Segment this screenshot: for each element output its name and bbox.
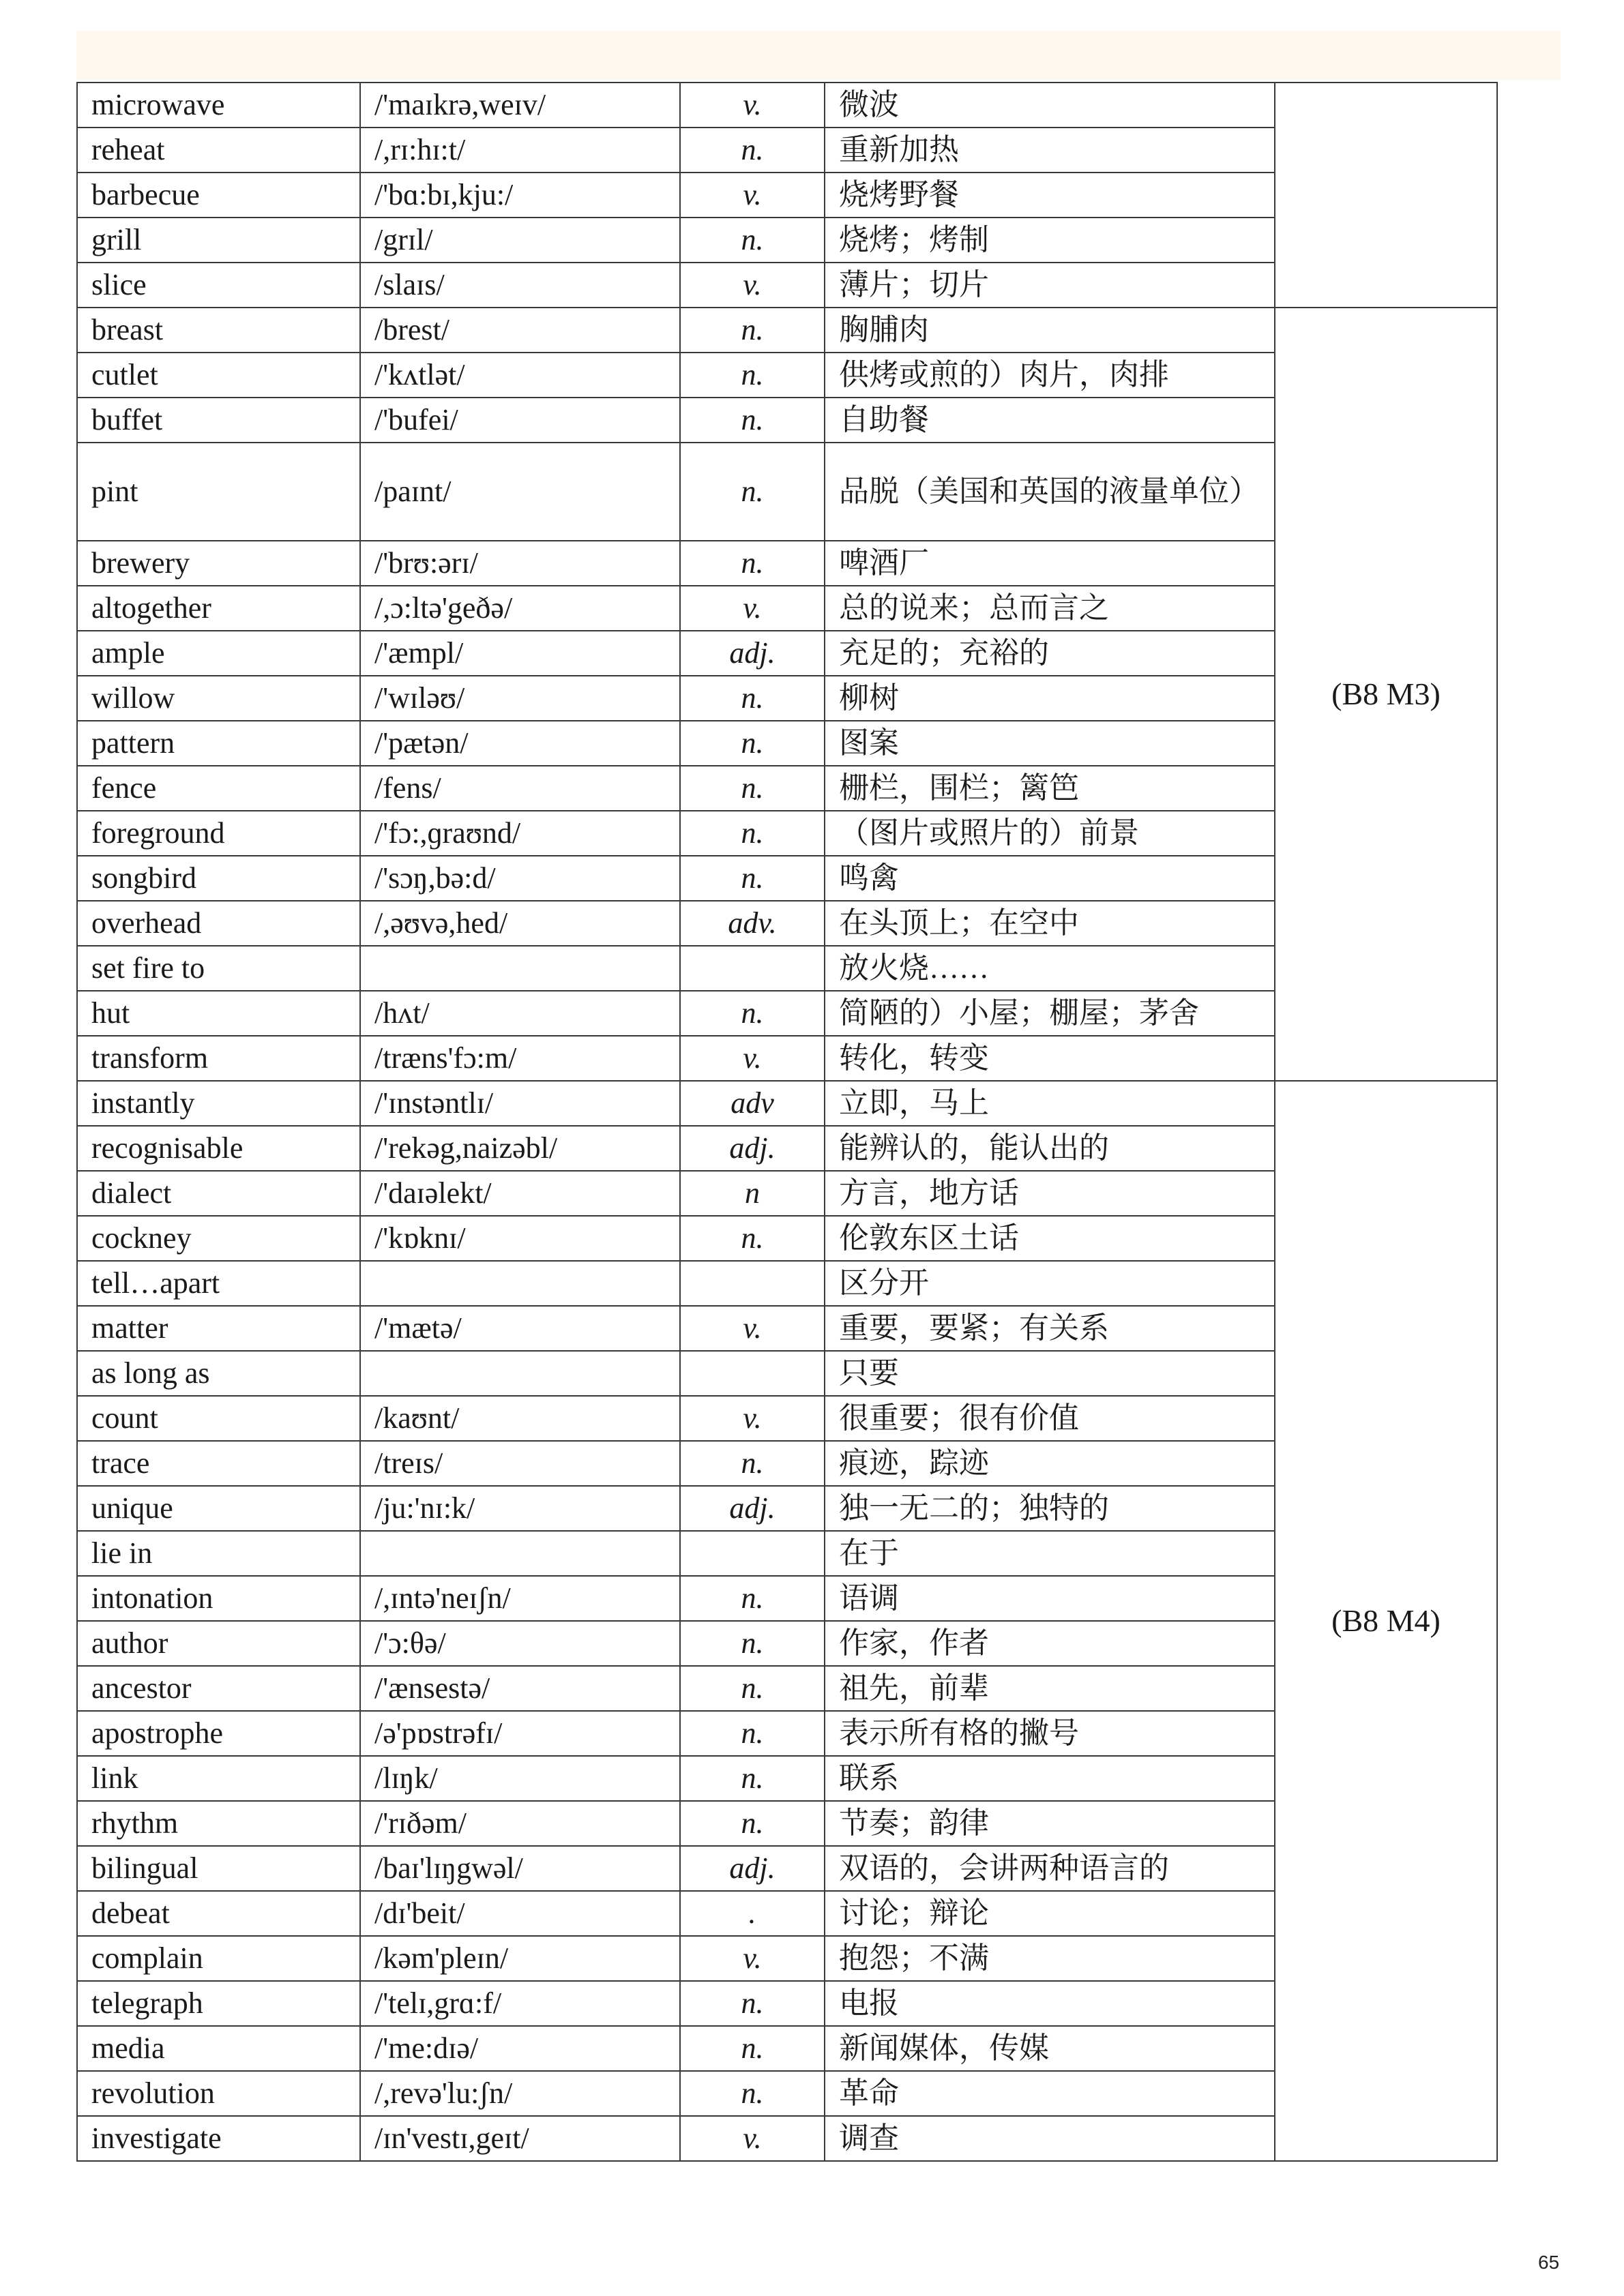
- vocab-phonetic: /'daɪəlekt/: [360, 1171, 680, 1216]
- vocab-word: link: [77, 1756, 360, 1801]
- vocab-word: cockney: [77, 1216, 360, 1261]
- vocab-word: ample: [77, 631, 360, 676]
- vocab-phonetic: /kəm'pleɪn/: [360, 1936, 680, 1981]
- vocab-meaning: 新闻媒体，传媒: [825, 2026, 1275, 2071]
- vocab-part-of-speech: [680, 1351, 825, 1396]
- vocab-word: songbird: [77, 856, 360, 901]
- vocab-word: barbecue: [77, 173, 360, 218]
- vocab-meaning: 栅栏，围栏；篱笆: [825, 766, 1275, 811]
- vocab-phonetic: [360, 1531, 680, 1576]
- vocab-word: debeat: [77, 1891, 360, 1936]
- vocab-word: pint: [77, 443, 360, 541]
- vocab-word: cutlet: [77, 353, 360, 398]
- vocab-word: hut: [77, 991, 360, 1036]
- vocab-part-of-speech: [680, 1531, 825, 1576]
- vocab-meaning: 抱怨；不满: [825, 1936, 1275, 1981]
- vocab-meaning: 在于: [825, 1531, 1275, 1576]
- vocab-phonetic: /lɪŋk/: [360, 1756, 680, 1801]
- vocab-phonetic: /'sɔŋ,bə:d/: [360, 856, 680, 901]
- vocab-word: investigate: [77, 2116, 360, 2161]
- vocab-word: foreground: [77, 811, 360, 856]
- vocab-phonetic: /,ɔ:ltə'geðə/: [360, 586, 680, 631]
- vocab-part-of-speech: v.: [680, 83, 825, 128]
- vocab-part-of-speech: v.: [680, 173, 825, 218]
- vocab-meaning: 重要，要紧；有关系: [825, 1306, 1275, 1351]
- vocab-word: ancestor: [77, 1666, 360, 1711]
- vocab-meaning: 柳树: [825, 676, 1275, 721]
- vocab-phonetic: /'pætən/: [360, 721, 680, 766]
- vocab-part-of-speech: n.: [680, 2071, 825, 2116]
- vocab-meaning: 图案: [825, 721, 1275, 766]
- vocab-part-of-speech: n.: [680, 398, 825, 443]
- vocab-word: lie in: [77, 1531, 360, 1576]
- unit-label: (B8 M3): [1275, 308, 1497, 1081]
- vocab-meaning: 烧烤野餐: [825, 173, 1275, 218]
- vocab-meaning: 痕迹，踪迹: [825, 1441, 1275, 1486]
- vocab-phonetic: /ɪn'vestɪ,geɪt/: [360, 2116, 680, 2161]
- vocab-phonetic: /'wɪləʊ/: [360, 676, 680, 721]
- vocab-part-of-speech: adj.: [680, 631, 825, 676]
- vocab-meaning: 表示所有格的撇号: [825, 1711, 1275, 1756]
- vocab-part-of-speech: v.: [680, 1306, 825, 1351]
- vocab-meaning: 很重要；很有价值: [825, 1396, 1275, 1441]
- vocab-word: willow: [77, 676, 360, 721]
- table-row: [77, 83, 1497, 128]
- vocab-meaning: 祖先，前辈: [825, 1666, 1275, 1711]
- vocab-phonetic: /,əʊvə,hed/: [360, 901, 680, 946]
- vocab-part-of-speech: n.: [680, 676, 825, 721]
- vocab-meaning: 独一无二的；独特的: [825, 1486, 1275, 1531]
- vocab-part-of-speech: n.: [680, 721, 825, 766]
- vocab-phonetic: /brest/: [360, 308, 680, 353]
- vocab-phonetic: /hʌt/: [360, 991, 680, 1036]
- vocab-phonetic: /'bɑ:bɪ,kju:/: [360, 173, 680, 218]
- vocab-part-of-speech: n.: [680, 811, 825, 856]
- vocab-part-of-speech: n.: [680, 128, 825, 173]
- vocab-phonetic: /kaʊnt/: [360, 1396, 680, 1441]
- unit-label: (B8 M4): [1275, 1081, 1497, 2161]
- vocab-meaning: 节奏；韵律: [825, 1801, 1275, 1846]
- vocab-part-of-speech: n.: [680, 1711, 825, 1756]
- vocab-word: apostrophe: [77, 1711, 360, 1756]
- vocab-word: author: [77, 1621, 360, 1666]
- vocab-meaning: 烧烤；烤制: [825, 218, 1275, 263]
- vocab-phonetic: /træns'fɔ:m/: [360, 1036, 680, 1081]
- page-number: 65: [1538, 2252, 1560, 2273]
- vocab-part-of-speech: .: [680, 1891, 825, 1936]
- vocab-phonetic: /'rɪðəm/: [360, 1801, 680, 1846]
- vocab-part-of-speech: n.: [680, 1981, 825, 2026]
- vocab-phonetic: /ə'pɒstrəfɪ/: [360, 1711, 680, 1756]
- vocab-phonetic: /,ɪntə'neɪʃn/: [360, 1576, 680, 1621]
- vocab-phonetic: /'ɔ:θə/: [360, 1621, 680, 1666]
- vocab-part-of-speech: n.: [680, 1621, 825, 1666]
- vocab-meaning: 能辨认的，能认出的: [825, 1126, 1275, 1171]
- vocab-word: reheat: [77, 128, 360, 173]
- vocab-part-of-speech: n.: [680, 308, 825, 353]
- vocab-phonetic: /,revə'lu:ʃn/: [360, 2071, 680, 2116]
- vocab-part-of-speech: n.: [680, 353, 825, 398]
- vocab-phonetic: /'maɪkrə,weɪv/: [360, 83, 680, 128]
- vocab-part-of-speech: adv: [680, 1081, 825, 1126]
- vocab-part-of-speech: n.: [680, 1216, 825, 1261]
- vocab-part-of-speech: n.: [680, 443, 825, 541]
- vocab-meaning: 放火烧……: [825, 946, 1275, 991]
- vocab-meaning: 伦敦东区土话: [825, 1216, 1275, 1261]
- vocab-meaning: 简陋的）小屋；棚屋；茅舍: [825, 991, 1275, 1036]
- vocab-meaning: 革命: [825, 2071, 1275, 2116]
- vocab-part-of-speech: n.: [680, 1801, 825, 1846]
- vocab-meaning: 啤酒厂: [825, 541, 1275, 586]
- vocab-meaning: 微波: [825, 83, 1275, 128]
- vocab-meaning: 供烤或煎的）肉片，肉排: [825, 353, 1275, 398]
- vocab-part-of-speech: v.: [680, 586, 825, 631]
- vocab-part-of-speech: adj.: [680, 1846, 825, 1891]
- vocab-word: matter: [77, 1306, 360, 1351]
- vocab-meaning: 总的说来；总而言之: [825, 586, 1275, 631]
- vocab-phonetic: /'mætə/: [360, 1306, 680, 1351]
- vocab-phonetic: /'æmpl/: [360, 631, 680, 676]
- vocab-part-of-speech: n.: [680, 991, 825, 1036]
- vocab-meaning: 语调: [825, 1576, 1275, 1621]
- vocab-meaning: 联系: [825, 1756, 1275, 1801]
- vocab-phonetic: /'fɔ:,ɡraʊnd/: [360, 811, 680, 856]
- vocab-phonetic: /dɪ'beit/: [360, 1891, 680, 1936]
- vocabulary-table: [76, 82, 1498, 2162]
- vocab-phonetic: /'rekəg,naizəbl/: [360, 1126, 680, 1171]
- vocab-word: complain: [77, 1936, 360, 1981]
- vocab-word: rhythm: [77, 1801, 360, 1846]
- vocab-word: brewery: [77, 541, 360, 586]
- vocab-part-of-speech: n.: [680, 1666, 825, 1711]
- vocab-part-of-speech: v.: [680, 1936, 825, 1981]
- vocab-part-of-speech: v.: [680, 1396, 825, 1441]
- vocab-part-of-speech: v.: [680, 263, 825, 308]
- vocab-meaning: 只要: [825, 1351, 1275, 1396]
- vocab-word: as long as: [77, 1351, 360, 1396]
- vocab-part-of-speech: n.: [680, 218, 825, 263]
- vocab-phonetic: /'me:dɪə/: [360, 2026, 680, 2071]
- vocab-word: tell…apart: [77, 1261, 360, 1306]
- table-row: [77, 308, 1497, 353]
- vocab-part-of-speech: adj.: [680, 1126, 825, 1171]
- vocab-word: revolution: [77, 2071, 360, 2116]
- vocab-part-of-speech: [680, 1261, 825, 1306]
- vocab-meaning: 薄片；切片: [825, 263, 1275, 308]
- vocab-word: instantly: [77, 1081, 360, 1126]
- vocab-meaning: 自助餐: [825, 398, 1275, 443]
- vocab-phonetic: /'kɒknɪ/: [360, 1216, 680, 1261]
- vocab-phonetic: /,rɪ:hɪ:t/: [360, 128, 680, 173]
- vocab-word: transform: [77, 1036, 360, 1081]
- vocab-meaning: 电报: [825, 1981, 1275, 2026]
- vocab-word: unique: [77, 1486, 360, 1531]
- vocab-part-of-speech: adv.: [680, 901, 825, 946]
- vocab-part-of-speech: n.: [680, 2026, 825, 2071]
- header-band: [76, 31, 1561, 80]
- vocab-word: dialect: [77, 1171, 360, 1216]
- vocab-word: grill: [77, 218, 360, 263]
- unit-label: [1275, 83, 1497, 308]
- vocab-phonetic: /'kʌtlət/: [360, 353, 680, 398]
- vocab-phonetic: /slaɪs/: [360, 263, 680, 308]
- vocab-word: recognisable: [77, 1126, 360, 1171]
- vocab-part-of-speech: v.: [680, 2116, 825, 2161]
- vocab-word: trace: [77, 1441, 360, 1486]
- vocab-word: microwave: [77, 83, 360, 128]
- vocab-word: altogether: [77, 586, 360, 631]
- vocab-meaning: 在头顶上；在空中: [825, 901, 1275, 946]
- vocab-word: breast: [77, 308, 360, 353]
- vocab-meaning: 立即，马上: [825, 1081, 1275, 1126]
- vocab-phonetic: /'ɪnstəntlɪ/: [360, 1081, 680, 1126]
- vocab-word: intonation: [77, 1576, 360, 1621]
- vocab-phonetic: /grɪl/: [360, 218, 680, 263]
- vocab-part-of-speech: adj.: [680, 1486, 825, 1531]
- vocab-phonetic: /'bufei/: [360, 398, 680, 443]
- vocab-phonetic: [360, 946, 680, 991]
- vocab-meaning: 双语的，会讲两种语言的: [825, 1846, 1275, 1891]
- vocab-meaning: 转化，转变: [825, 1036, 1275, 1081]
- vocab-word: media: [77, 2026, 360, 2071]
- vocab-word: fence: [77, 766, 360, 811]
- vocab-meaning: 胸脯肉: [825, 308, 1275, 353]
- vocab-word: count: [77, 1396, 360, 1441]
- vocab-phonetic: /'brʊ:ərɪ/: [360, 541, 680, 586]
- vocab-word: set fire to: [77, 946, 360, 991]
- vocab-phonetic: /ju:'nɪ:k/: [360, 1486, 680, 1531]
- vocab-part-of-speech: n.: [680, 856, 825, 901]
- vocab-meaning: 区分开: [825, 1261, 1275, 1306]
- vocab-part-of-speech: n.: [680, 1441, 825, 1486]
- vocab-phonetic: /treɪs/: [360, 1441, 680, 1486]
- vocab-part-of-speech: n.: [680, 1756, 825, 1801]
- vocab-word: slice: [77, 263, 360, 308]
- vocab-phonetic: /'telɪ,grɑ:f/: [360, 1981, 680, 2026]
- vocab-phonetic: /baɪ'lɪŋgwəl/: [360, 1846, 680, 1891]
- vocab-meaning: 充足的；充裕的: [825, 631, 1275, 676]
- vocab-meaning: 重新加热: [825, 128, 1275, 173]
- vocab-part-of-speech: [680, 946, 825, 991]
- vocab-part-of-speech: v.: [680, 1036, 825, 1081]
- vocab-meaning: 作家，作者: [825, 1621, 1275, 1666]
- table-row: [77, 1081, 1497, 1126]
- vocab-meaning: 鸣禽: [825, 856, 1275, 901]
- vocab-word: telegraph: [77, 1981, 360, 2026]
- vocab-word: bilingual: [77, 1846, 360, 1891]
- vocabulary-table-body: [77, 83, 1497, 2161]
- vocab-part-of-speech: n.: [680, 541, 825, 586]
- vocab-meaning: 调查: [825, 2116, 1275, 2161]
- vocab-meaning: 方言，地方话: [825, 1171, 1275, 1216]
- vocab-word: buffet: [77, 398, 360, 443]
- vocab-part-of-speech: n: [680, 1171, 825, 1216]
- vocab-phonetic: /'ænsestə/: [360, 1666, 680, 1711]
- vocab-word: overhead: [77, 901, 360, 946]
- vocab-part-of-speech: n.: [680, 766, 825, 811]
- vocab-phonetic: /fens/: [360, 766, 680, 811]
- vocab-word: pattern: [77, 721, 360, 766]
- vocab-meaning: 讨论；辩论: [825, 1891, 1275, 1936]
- vocab-part-of-speech: n.: [680, 1576, 825, 1621]
- vocab-phonetic: [360, 1261, 680, 1306]
- vocab-meaning: （图片或照片的）前景: [825, 811, 1275, 856]
- vocab-phonetic: /paɪnt/: [360, 443, 680, 541]
- vocab-phonetic: [360, 1351, 680, 1396]
- vocab-meaning: 品脱（美国和英国的液量单位）: [825, 443, 1275, 541]
